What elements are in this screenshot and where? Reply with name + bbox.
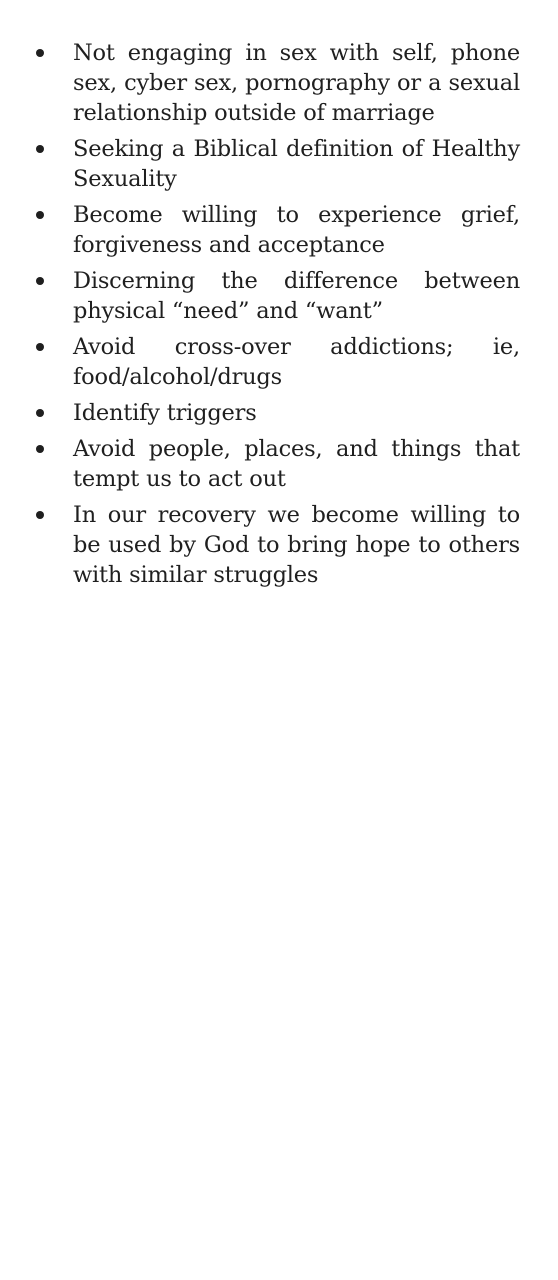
list-item-text: Become willing to experience grief, forgiveness and acceptance <box>73 202 520 258</box>
list-item-text: Discerning the difference between physical “need” and “want” <box>73 268 520 324</box>
bullet-icon <box>36 409 44 417</box>
list-item-text: In our recovery we become willing to be used by God to bring hope to others with similar struggles <box>73 502 520 588</box>
list-item-text: Not engaging in sex with self, phone sex, cyber sex, pornography or a sexual relationship outside of marriage <box>73 40 520 126</box>
bullet-icon <box>36 49 44 57</box>
list-item <box>0 434 558 494</box>
list-item-text: Avoid people, places, and things that tempt us to act out <box>73 436 520 492</box>
list-item-text: Identify triggers <box>73 400 257 426</box>
list-item-text: Avoid cross-over addictions; ie, food/alcohol/drugs <box>73 334 520 390</box>
bullet-icon <box>36 211 44 219</box>
list-item <box>0 134 558 194</box>
list-item <box>0 38 558 128</box>
list-item-text: Seeking a Biblical definition of Healthy Sexuality <box>73 136 520 192</box>
list-item <box>0 398 558 428</box>
bullet-icon <box>36 511 44 519</box>
list-item <box>0 332 558 392</box>
bullet-icon <box>36 277 44 285</box>
list-item <box>0 266 558 326</box>
bullet-icon <box>36 145 44 153</box>
bullet-icon <box>36 445 44 453</box>
bullet-icon <box>36 343 44 351</box>
bullet-list <box>0 38 558 596</box>
list-item <box>0 500 558 590</box>
list-item <box>0 200 558 260</box>
